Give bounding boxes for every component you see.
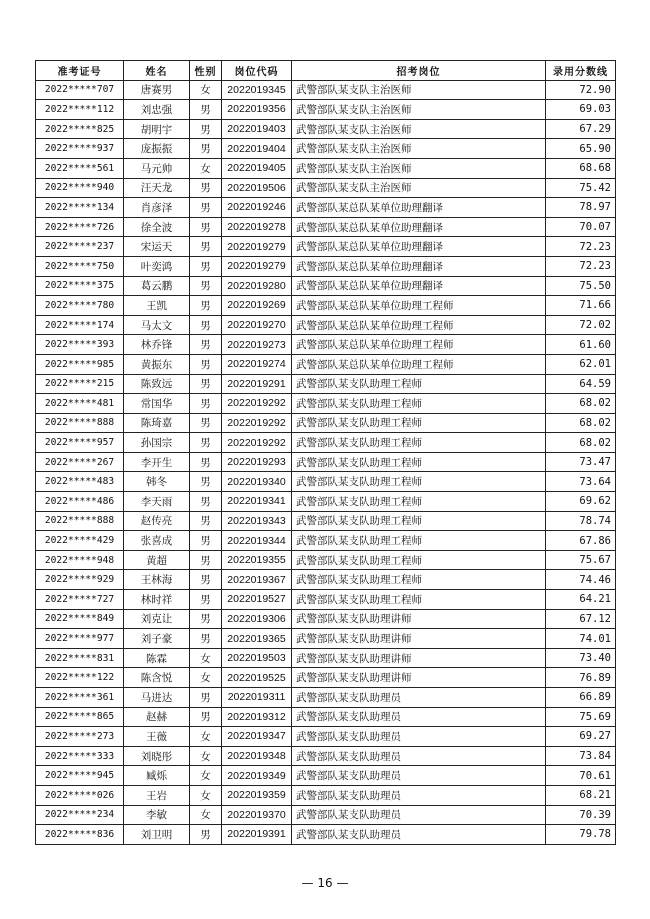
table-row [36,452,616,472]
post-cell: 武警部队某支队助理员 [292,785,546,805]
name-cell: 张喜成 [124,531,190,551]
post-code-cell: 2022019312 [222,707,292,727]
header-post-code: 岗位代码 [222,61,292,81]
post-cell: 武警部队某总队某单位助理翻译 [292,217,546,237]
gender-cell: 男 [190,178,222,198]
gender-cell: 男 [190,296,222,316]
table-row [36,746,616,766]
name-cell: 黄振东 [124,354,190,374]
table-row [36,139,616,159]
name-cell: 孙国宗 [124,433,190,453]
page-number: — 16 — [301,876,349,890]
exam-id-cell: 2022*****486 [36,492,124,512]
post-cell: 武警部队某支队主治医师 [292,178,546,198]
name-cell: 王林海 [124,570,190,590]
exam-id-cell: 2022*****361 [36,688,124,708]
exam-id-cell: 2022*****429 [36,531,124,551]
table-row [36,785,616,805]
exam-id-cell: 2022*****945 [36,766,124,786]
table-row [36,276,616,296]
name-cell: 马进达 [124,688,190,708]
exam-id-cell: 2022*****267 [36,452,124,472]
gender-cell: 女 [190,668,222,688]
post-cell: 武警部队某总队某单位助理工程师 [292,335,546,355]
name-cell: 赵赫 [124,707,190,727]
name-cell: 葛云鹏 [124,276,190,296]
post-cell: 武警部队某支队助理讲师 [292,609,546,629]
post-cell: 武警部队某支队助理工程师 [292,374,546,394]
score-cell: 74.01 [546,629,616,649]
score-cell: 64.59 [546,374,616,394]
exam-id-cell: 2022*****134 [36,198,124,218]
score-cell: 75.67 [546,550,616,570]
exam-id-cell: 2022*****985 [36,354,124,374]
exam-id-cell: 2022*****707 [36,80,124,100]
post-cell: 武警部队某支队助理工程师 [292,433,546,453]
name-cell: 赵传亮 [124,511,190,531]
name-cell: 王薇 [124,727,190,747]
header-gender: 性别 [190,61,222,81]
table-row [36,570,616,590]
post-code-cell: 2022019311 [222,688,292,708]
exam-id-cell: 2022*****940 [36,178,124,198]
post-code-cell: 2022019279 [222,256,292,276]
post-cell: 武警部队某支队助理讲师 [292,648,546,668]
gender-cell: 男 [190,139,222,159]
table-header-row [36,61,616,81]
name-cell: 李敏 [124,805,190,825]
exam-id-cell: 2022*****122 [36,668,124,688]
gender-cell: 男 [190,688,222,708]
header-name: 姓名 [124,61,190,81]
table-row [36,707,616,727]
post-cell: 武警部队某总队某单位助理工程师 [292,354,546,374]
table-body [36,80,616,844]
table-row [36,511,616,531]
name-cell: 常国华 [124,394,190,414]
score-cell: 75.42 [546,178,616,198]
post-code-cell: 2022019356 [222,100,292,120]
table-row [36,727,616,747]
name-cell: 陈霖 [124,648,190,668]
score-cell: 74.46 [546,570,616,590]
table-row [36,433,616,453]
table-row [36,178,616,198]
exam-id-cell: 2022*****112 [36,100,124,120]
post-code-cell: 2022019292 [222,433,292,453]
gender-cell: 女 [190,785,222,805]
post-code-cell: 2022019341 [222,492,292,512]
gender-cell: 男 [190,374,222,394]
score-cell: 69.03 [546,100,616,120]
name-cell: 刘卫明 [124,825,190,845]
score-cell: 68.02 [546,413,616,433]
table-row [36,590,616,610]
table-row [36,198,616,218]
gender-cell: 男 [190,707,222,727]
post-code-cell: 2022019270 [222,315,292,335]
post-cell: 武警部队某总队某单位助理工程师 [292,315,546,335]
post-cell: 武警部队某支队助理工程师 [292,531,546,551]
gender-cell: 男 [190,237,222,257]
score-cell: 73.40 [546,648,616,668]
exam-id-cell: 2022*****481 [36,394,124,414]
name-cell: 李天雨 [124,492,190,512]
name-cell: 韩冬 [124,472,190,492]
score-cell: 70.61 [546,766,616,786]
gender-cell: 男 [190,198,222,218]
gender-cell: 女 [190,766,222,786]
gender-cell: 男 [190,550,222,570]
exam-id-cell: 2022*****977 [36,629,124,649]
table-row [36,394,616,414]
post-cell: 武警部队某支队助理工程师 [292,590,546,610]
exam-id-cell: 2022*****948 [36,550,124,570]
post-code-cell: 2022019343 [222,511,292,531]
post-cell: 武警部队某支队助理工程师 [292,511,546,531]
table-row [36,629,616,649]
name-cell: 刘子豪 [124,629,190,649]
name-cell: 唐赛男 [124,80,190,100]
score-cell: 75.69 [546,707,616,727]
score-cell: 69.62 [546,492,616,512]
gender-cell: 男 [190,276,222,296]
post-cell: 武警部队某支队助理工程师 [292,570,546,590]
post-cell: 武警部队某总队某单位助理翻译 [292,256,546,276]
name-cell: 庞振振 [124,139,190,159]
post-cell: 武警部队某支队助理员 [292,746,546,766]
exam-id-cell: 2022*****234 [36,805,124,825]
gender-cell: 男 [190,335,222,355]
table-row [36,531,616,551]
table-row [36,80,616,100]
exam-id-cell: 2022*****333 [36,746,124,766]
post-code-cell: 2022019344 [222,531,292,551]
gender-cell: 女 [190,746,222,766]
post-code-cell: 2022019403 [222,119,292,139]
table-row [36,374,616,394]
table-row [36,688,616,708]
post-code-cell: 2022019405 [222,158,292,178]
table-row [36,237,616,257]
post-code-cell: 2022019273 [222,335,292,355]
exam-id-cell: 2022*****726 [36,217,124,237]
exam-id-cell: 2022*****026 [36,785,124,805]
score-cell: 68.02 [546,433,616,453]
score-cell: 78.74 [546,511,616,531]
exam-id-cell: 2022*****483 [36,472,124,492]
score-cell: 69.27 [546,727,616,747]
exam-id-cell: 2022*****825 [36,119,124,139]
exam-id-cell: 2022*****237 [36,237,124,257]
post-code-cell: 2022019280 [222,276,292,296]
post-cell: 武警部队某总队某单位助理翻译 [292,237,546,257]
table-row [36,492,616,512]
post-cell: 武警部队某支队助理讲师 [292,629,546,649]
name-cell: 肖彦泽 [124,198,190,218]
post-code-cell: 2022019506 [222,178,292,198]
post-code-cell: 2022019527 [222,590,292,610]
gender-cell: 女 [190,158,222,178]
gender-cell: 男 [190,590,222,610]
post-cell: 武警部队某支队主治医师 [292,139,546,159]
name-cell: 宋运天 [124,237,190,257]
post-code-cell: 2022019292 [222,394,292,414]
name-cell: 李开生 [124,452,190,472]
score-cell: 68.68 [546,158,616,178]
exam-id-cell: 2022*****888 [36,511,124,531]
post-code-cell: 2022019355 [222,550,292,570]
post-code-cell: 2022019348 [222,746,292,766]
score-cell: 73.64 [546,472,616,492]
gender-cell: 女 [190,727,222,747]
post-cell: 武警部队某支队助理员 [292,707,546,727]
exam-id-cell: 2022*****929 [36,570,124,590]
score-cell: 72.90 [546,80,616,100]
exam-id-cell: 2022*****865 [36,707,124,727]
post-cell: 武警部队某支队助理工程师 [292,472,546,492]
exam-id-cell: 2022*****727 [36,590,124,610]
table-row [36,100,616,120]
table-row [36,550,616,570]
score-cell: 73.47 [546,452,616,472]
gender-cell: 男 [190,531,222,551]
post-code-cell: 2022019274 [222,354,292,374]
name-cell: 刘晓彤 [124,746,190,766]
table-row [36,296,616,316]
gender-cell: 女 [190,648,222,668]
table-row [36,805,616,825]
score-cell: 72.02 [546,315,616,335]
post-code-cell: 2022019279 [222,237,292,257]
header-score: 录用分数线 [546,61,616,81]
exam-id-cell: 2022*****937 [36,139,124,159]
score-cell: 66.89 [546,688,616,708]
name-cell: 马元帅 [124,158,190,178]
post-cell: 武警部队某支队助理员 [292,825,546,845]
table-row [36,158,616,178]
exam-id-cell: 2022*****780 [36,296,124,316]
score-cell: 68.21 [546,785,616,805]
post-cell: 武警部队某支队助理工程师 [292,452,546,472]
score-cell: 76.89 [546,668,616,688]
score-cell: 67.12 [546,609,616,629]
name-cell: 臧烁 [124,766,190,786]
score-cell: 72.23 [546,256,616,276]
score-cell: 79.78 [546,825,616,845]
name-cell: 林时祥 [124,590,190,610]
exam-id-cell: 2022*****215 [36,374,124,394]
gender-cell: 男 [190,472,222,492]
name-cell: 刘忠强 [124,100,190,120]
header-post: 招考岗位 [292,61,546,81]
post-cell: 武警部队某支队助理工程师 [292,394,546,414]
post-code-cell: 2022019345 [222,80,292,100]
table-row [36,315,616,335]
score-cell: 72.23 [546,237,616,257]
table-row [36,766,616,786]
score-cell: 70.39 [546,805,616,825]
score-cell: 68.02 [546,394,616,414]
table-row [36,217,616,237]
exam-id-cell: 2022*****375 [36,276,124,296]
gender-cell: 男 [190,629,222,649]
name-cell: 刘克让 [124,609,190,629]
gender-cell: 男 [190,492,222,512]
gender-cell: 男 [190,825,222,845]
name-cell: 陈致远 [124,374,190,394]
gender-cell: 男 [190,119,222,139]
post-code-cell: 2022019269 [222,296,292,316]
table-row [36,668,616,688]
name-cell: 叶奕鸿 [124,256,190,276]
post-code-cell: 2022019367 [222,570,292,590]
post-code-cell: 2022019359 [222,785,292,805]
gender-cell: 男 [190,394,222,414]
post-cell: 武警部队某支队助理工程师 [292,550,546,570]
post-cell: 武警部队某支队助理员 [292,688,546,708]
post-cell: 武警部队某支队主治医师 [292,80,546,100]
score-cell: 75.50 [546,276,616,296]
post-code-cell: 2022019292 [222,413,292,433]
post-cell: 武警部队某支队助理工程师 [292,492,546,512]
gender-cell: 男 [190,413,222,433]
exam-id-cell: 2022*****174 [36,315,124,335]
table-row [36,335,616,355]
gender-cell: 男 [190,354,222,374]
score-cell: 73.84 [546,746,616,766]
gender-cell: 男 [190,315,222,335]
gender-cell: 男 [190,433,222,453]
header-exam-id: 准考证号 [36,61,124,81]
post-code-cell: 2022019349 [222,766,292,786]
exam-id-cell: 2022*****888 [36,413,124,433]
gender-cell: 男 [190,609,222,629]
post-code-cell: 2022019293 [222,452,292,472]
gender-cell: 男 [190,100,222,120]
score-cell: 61.60 [546,335,616,355]
score-cell: 67.86 [546,531,616,551]
post-code-cell: 2022019391 [222,825,292,845]
score-cell: 78.97 [546,198,616,218]
post-cell: 武警部队某支队助理工程师 [292,413,546,433]
gender-cell: 女 [190,80,222,100]
post-code-cell: 2022019306 [222,609,292,629]
post-code-cell: 2022019365 [222,629,292,649]
post-cell: 武警部队某支队助理员 [292,805,546,825]
name-cell: 林乔锋 [124,335,190,355]
post-code-cell: 2022019347 [222,727,292,747]
post-cell: 武警部队某总队某单位助理翻译 [292,276,546,296]
score-cell: 62.01 [546,354,616,374]
score-cell: 71.66 [546,296,616,316]
exam-id-cell: 2022*****561 [36,158,124,178]
table-row [36,648,616,668]
post-code-cell: 2022019246 [222,198,292,218]
gender-cell: 男 [190,256,222,276]
post-code-cell: 2022019404 [222,139,292,159]
post-code-cell: 2022019503 [222,648,292,668]
exam-id-cell: 2022*****750 [36,256,124,276]
gender-cell: 男 [190,452,222,472]
gender-cell: 男 [190,511,222,531]
post-code-cell: 2022019278 [222,217,292,237]
post-code-cell: 2022019291 [222,374,292,394]
post-code-cell: 2022019525 [222,668,292,688]
exam-id-cell: 2022*****849 [36,609,124,629]
name-cell: 王岩 [124,785,190,805]
table-row [36,119,616,139]
score-cell: 67.29 [546,119,616,139]
table-row [36,256,616,276]
exam-id-cell: 2022*****393 [36,335,124,355]
name-cell: 王凯 [124,296,190,316]
table-row [36,413,616,433]
name-cell: 徐全波 [124,217,190,237]
name-cell: 陈琦嘉 [124,413,190,433]
name-cell: 黄超 [124,550,190,570]
post-cell: 武警部队某总队某单位助理工程师 [292,296,546,316]
gender-cell: 男 [190,570,222,590]
post-cell: 武警部队某支队主治医师 [292,119,546,139]
post-cell: 武警部队某支队主治医师 [292,100,546,120]
gender-cell: 男 [190,217,222,237]
name-cell: 胡明宇 [124,119,190,139]
name-cell: 陈含悦 [124,668,190,688]
admission-score-table [35,60,616,845]
table-row [36,825,616,845]
table-row [36,354,616,374]
name-cell: 汪天龙 [124,178,190,198]
table-row [36,609,616,629]
post-cell: 武警部队某支队助理讲师 [292,668,546,688]
name-cell: 马太文 [124,315,190,335]
exam-id-cell: 2022*****836 [36,825,124,845]
score-cell: 64.21 [546,590,616,610]
post-cell: 武警部队某总队某单位助理翻译 [292,198,546,218]
exam-id-cell: 2022*****957 [36,433,124,453]
post-code-cell: 2022019370 [222,805,292,825]
exam-id-cell: 2022*****831 [36,648,124,668]
post-cell: 武警部队某支队主治医师 [292,158,546,178]
gender-cell: 女 [190,805,222,825]
post-cell: 武警部队某支队助理员 [292,766,546,786]
post-code-cell: 2022019340 [222,472,292,492]
score-cell: 65.90 [546,139,616,159]
exam-id-cell: 2022*****273 [36,727,124,747]
post-cell: 武警部队某支队助理员 [292,727,546,747]
score-cell: 70.07 [546,217,616,237]
table-row [36,472,616,492]
